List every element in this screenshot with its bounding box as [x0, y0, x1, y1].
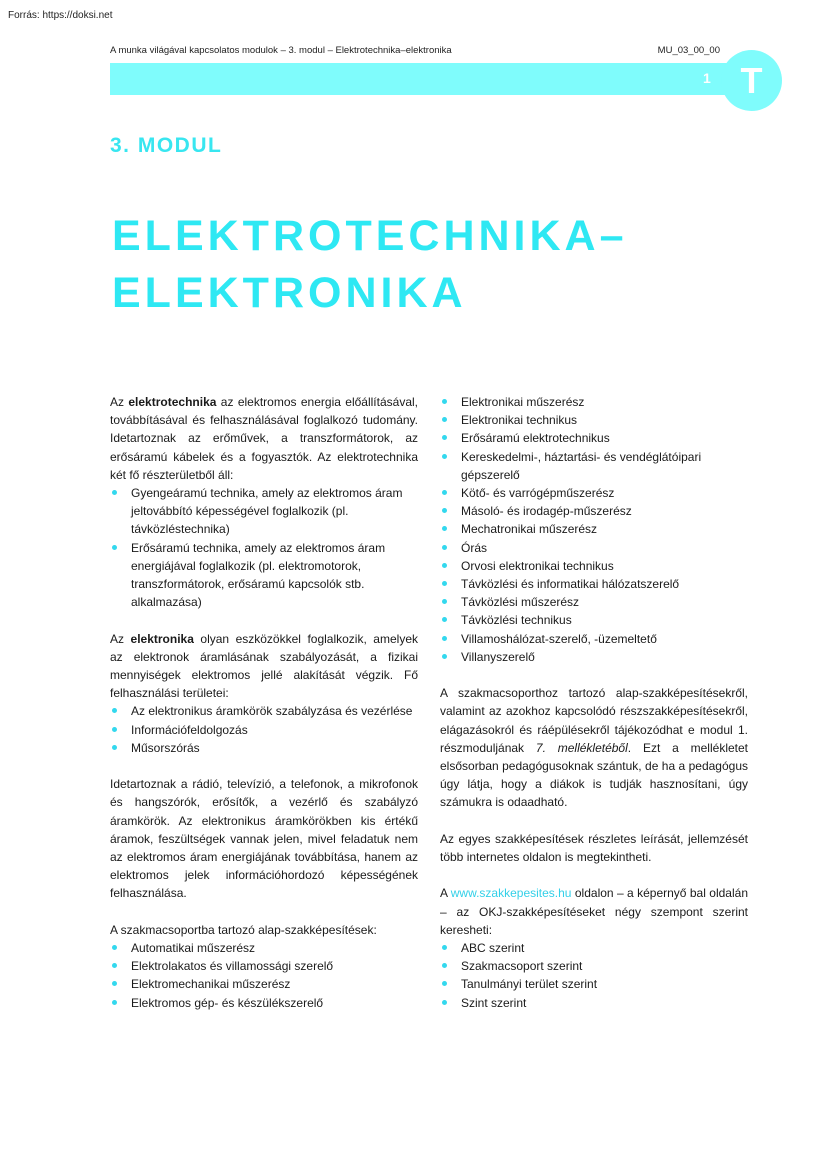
- list-item: Orvosi elektronikai technikus: [440, 557, 748, 575]
- list-item: Gyengeáramú technika, amely az elektromos áram jeltovábbító képességével foglalkozik (pl. távközléstechnika): [110, 484, 418, 539]
- list-item: Tanulmányi terület szerint: [440, 975, 748, 993]
- list-item: Távközlési és informatikai hálózatszerelő: [440, 575, 748, 593]
- list-item: Elektrolakatos és villamossági szerelő: [110, 957, 418, 975]
- section-badge: T: [721, 50, 782, 111]
- paragraph-qualifications-intro: A szakmacsoportba tartozó alap-szakképesítések:: [110, 922, 377, 937]
- paragraph-appendix-note: A szakmacsoporthoz tartozó alap-szakképesítésekről, valamint az azokhoz kapcsolódó részszakképesítésekről, elágazásokról és ráépülésekről tájékozódhat e modul 1. részmoduljának 7. mellékletéből. Ezt a mellékletet elsősorban pedagógusoknak szántuk, de ha a pedagógus úgy látja, hogy a diákok is tudják hasznosítani, úgy számukra is odaadható.: [440, 686, 748, 810]
- list-item: Elektronikai technikus: [440, 411, 748, 429]
- list-search-criteria: [440, 939, 748, 1012]
- list-item: Villamoshálózat-szerelő, -üzemeltető: [440, 630, 748, 648]
- list-item: Szakmacsoport szerint: [440, 957, 748, 975]
- document-code: MU_03_00_00: [657, 45, 720, 56]
- paragraph-elektrotechnika: Az elektrotechnika az elektromos energia előállításával, továbbításával és felhasználásával foglalkozó tudomány. Idetartoznak az erőművek, a transzformátorok, az erősáramú kábelek és a fogyasztók. Az elektrotechnika két fő részterületből áll:: [110, 395, 418, 482]
- list-item: Az elektronikus áramkörök szabályzása és vezérlése: [110, 702, 418, 720]
- header-band: [110, 63, 750, 95]
- list-item: Távközlési technikus: [440, 611, 748, 629]
- list-item: Erősáramú technika, amely az elektromos áram energiájával foglalkozik (pl. elektromotorok, transzformátorok, erősáramú kapcsolók stb. alkalmazása): [110, 539, 418, 612]
- list-item: Elektronikai műszerész: [440, 393, 748, 411]
- source-note: Forrás: https://doksi.net: [8, 10, 113, 21]
- list-item: Információfeldolgozás: [110, 721, 418, 739]
- left-column: [110, 393, 418, 1012]
- list-item: Szint szerint: [440, 994, 748, 1012]
- list-item: Erősáramú elektrotechnikus: [440, 429, 748, 447]
- module-label: 3. MODUL: [110, 134, 223, 157]
- list-item: Kötő- és varrógépműszerész: [440, 484, 748, 502]
- list-qualifications: [110, 939, 418, 1012]
- list-item: Távközlési műszerész: [440, 593, 748, 611]
- list-item: Kereskedelmi-, háztartási- és vendéglátóipari gépszerelő: [440, 448, 748, 484]
- list-item: Mechatronikai műszerész: [440, 520, 748, 538]
- list-item: ABC szerint: [440, 939, 748, 957]
- paragraph-websites: Az egyes szakképesítések részletes leírását, jellemzését több internetes oldalon is megtekintheti.: [440, 831, 748, 865]
- list-qualifications-continued: [440, 393, 748, 666]
- list-elektronika-areas: [110, 702, 418, 757]
- paragraph-elektronika: Az elektronika olyan eszközökkel foglalkozik, amelyek az elektronok áramlásának szabályozását, a fizikai mennyiségek elektromos jellé alakítását végzik. Fő felhasználási területei:: [110, 631, 418, 701]
- paragraph-examples: Idetartoznak a rádió, televízió, a telefonok, a mikrofonok és hangszórók, erősítők, a vezérlő és szabályzó áramkörök. Az elektronikus áramkörökben kis értékű áramok, feszültségek vannak jelen, mivel feladatuk nem az elektromos áram energiájának továbbítása, hanem az elektromos jelek információhordozó képességének felhasználása.: [110, 777, 418, 901]
- page-title: [112, 208, 628, 322]
- right-column: [440, 393, 748, 1012]
- running-header: [110, 45, 720, 56]
- page-number: 1: [703, 70, 711, 86]
- list-item: Elektromos gép- és készülékszerelő: [110, 994, 418, 1012]
- szakkepesites-link[interactable]: www.szakkepesites.hu: [450, 886, 572, 901]
- list-item: Elektromechanikai műszerész: [110, 975, 418, 993]
- list-item: Másoló- és irodagép-műszerész: [440, 502, 748, 520]
- list-item: Órás: [440, 539, 748, 557]
- title-line-1: ELEKTROTECHNIKA–: [112, 212, 628, 260]
- title-line-2: ELEKTRONIKA: [112, 269, 467, 317]
- list-item: Műsorszórás: [110, 739, 418, 757]
- list-item: Automatikai műszerész: [110, 939, 418, 957]
- list-elektrotechnika-areas: [110, 484, 418, 611]
- running-title: A munka világával kapcsolatos modulok – 3. modul – Elektrotechnika–elektronika: [110, 45, 452, 56]
- list-item: Villanyszerelő: [440, 648, 748, 666]
- paragraph-search-intro: A www.szakkepesites.hu oldalon – a képernyő bal oldalán – az OKJ-szakképesítéseket négy szempont szerint keresheti:: [440, 886, 748, 937]
